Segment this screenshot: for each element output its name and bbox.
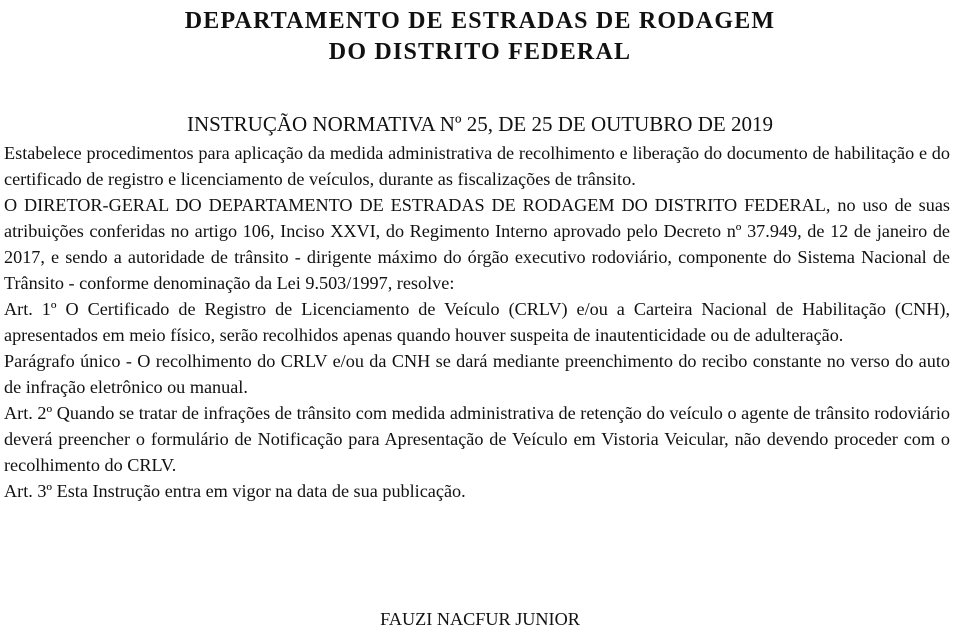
document-body [4,140,950,504]
article-2: Art. 2º Quando se tratar de infrações de trânsito com medida administrativa de retenção do veículo o agente de trânsito rodoviário deverá preencher o formulário de Notificação para Apresentação de Veículo em Vistoria Veicular, não devendo proceder com o recolhimento do CRLV. [4,403,950,475]
issuer-header [0,6,960,68]
issuer-name-line-1: DEPARTAMENTO DE ESTRADAS DE RODAGEM [184,8,776,34]
article-1: Art. 1º O Certificado de Registro de Licenciamento de Veículo (CRLV) e/ou a Carteira Nacional de Habilitação (CNH), apresentados em meio físico, serão recolhidos apenas quando houver suspeita de inautenticidade ou de adulteração. [4,299,950,345]
sole-paragraph: Parágrafo único - O recolhimento do CRLV e/ou da CNH se dará mediante preenchimento do recibo constante no verso do auto de infração eletrônico ou manual. [4,351,950,397]
signatory-name: FAUZI NACFUR JUNIOR [380,609,580,629]
ementa-paragraph: Estabelece procedimentos para aplicação da medida administrativa de recolhimento e liberação do documento de habilitação e do certificado de registro e licenciamento de veículos, durante as fiscalizações de trânsito. [4,143,950,189]
article-3: Art. 3º Esta Instrução entra em vigor na data de sua publicação. [4,481,466,501]
document-title: INSTRUÇÃO NORMATIVA Nº 25, DE 25 DE OUTUBRO DE 2019 [187,112,773,136]
preamble-paragraph: O DIRETOR-GERAL DO DEPARTAMENTO DE ESTRADAS DE RODAGEM DO DISTRITO FEDERAL, no uso de suas atribuições conferidas no artigo 106, Inciso XXVI, do Regimento Interno aprovado pelo Decreto nº 37.949, de 12 de janeiro de 2017, e sendo a autoridade de trânsito - dirigente máximo do órgão executivo rodoviário, componente do Sistema Nacional de Trânsito - conforme denominação da Lei 9.503/1997, resolve: [4,195,950,293]
issuer-name-line-2: DO DISTRITO FEDERAL [328,39,632,65]
